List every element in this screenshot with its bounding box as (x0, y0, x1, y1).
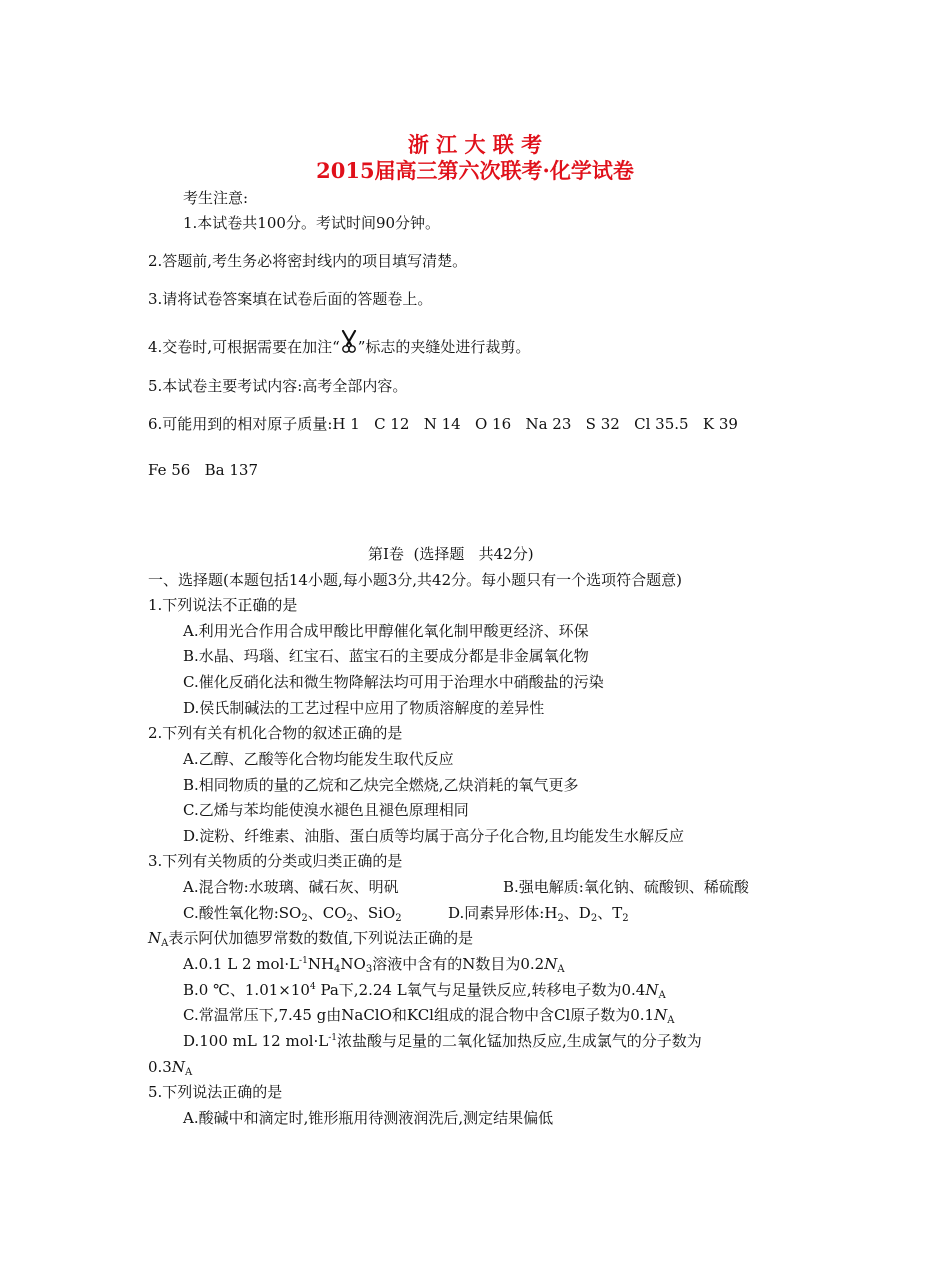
question-2-option-b: B.相同物质的量的乙烷和乙炔完全燃烧,乙炔消耗的氧气更多 (183, 776, 579, 794)
section-instruction: 一、选择题(本题包括14小题,每小题3分,共42分。每小题只有一个选项符合题意) (148, 571, 682, 589)
notice-item-1: 1.本试卷共100分。考试时间90分钟。 (183, 214, 441, 232)
question-2-stem: 2.下列有关有机化合物的叙述正确的是 (148, 724, 403, 742)
notice-item-4-before: 4.交卷时,可根据需要在加注“ (148, 338, 340, 356)
notice-item-2: 2.答题前,考生务必将密封线内的项目填写清楚。 (148, 252, 468, 270)
question-4-option-c: C.常温常压下,7.45 g由NaClO和KCl组成的混合物中含Cl原子数为$0.1N_A$ (183, 1006, 675, 1026)
question-1-stem: 1.下列说法不正确的是 (148, 596, 298, 614)
exam-title: 2015届高三第六次联考·化学试卷 (316, 158, 634, 183)
section-title: 第Ⅰ卷 (选择题 共42分) (368, 545, 534, 563)
question-4-option-b: B.0 ℃、$1.01\times 10^4$ Pa下,2.24 L氧气与足量铁反应,转移电子数为$0.4N_A$ (183, 981, 666, 1001)
question-3-option-d: D.同素异形体$:H_2$、$D_2$、$T_2$ (448, 904, 629, 924)
question-1-option-d: D.侯氏制碱法的工艺过程中应用了物质溶解度的差异性 (183, 699, 545, 717)
question-2-option-c: C.乙烯与苯均能使溴水褪色且褪色原理相同 (183, 801, 469, 819)
question-1-option-b: B.水晶、玛瑙、红宝石、蓝宝石的主要成分都是非金属氧化物 (183, 647, 589, 665)
question-3-option-b: B.强电解质:氧化钠、硫酸钡、稀硫酸 (503, 878, 749, 896)
question-2-option-d: D.淀粉、纤维素、油脂、蛋白质等均属于高分子化合物,且均能发生水解反应 (183, 827, 685, 845)
question-4-option-d-cont: $0.3N_A$ (148, 1058, 193, 1078)
question-5-stem: 5.下列说法正确的是 (148, 1083, 283, 1101)
question-4-option-d: D.100 mL 12 $mol\cdot L^{-1}$浓盐酸与足量的二氧化锰加热反应,生成氯气的分子数为 (183, 1032, 702, 1050)
question-3-option-c: C.酸性氧化物$:SO_2$、$CO_2$、SiO$_2$ (183, 904, 402, 924)
question-4-stem: $N_A$表示阿伏加德罗常数的数值,下列说法正确的是 (148, 929, 474, 949)
question-2-option-a: A.乙醇、乙酸等化合物均能发生取代反应 (183, 750, 454, 768)
scissors-icon (340, 330, 358, 352)
notice-item-4-after: ”标志的夹缝处进行裁剪。 (357, 338, 531, 356)
question-3-option-a: A.混合物:水玻璃、碱石灰、明矾 (183, 878, 399, 896)
notice-item-6-cont: Fe 56 Ba 137 (148, 461, 258, 479)
question-1-option-c: C.催化反硝化法和微生物降解法均可用于治理水中硝酸盐的污染 (183, 673, 604, 691)
notice-item-4 (148, 330, 530, 357)
notice-item-6: 6.可能用到的相对原子质量:H 1 C 12 N 14 O 16 Na 23 S 32 Cl 35.5 K 39 (148, 415, 738, 433)
question-3-stem: 3.下列有关物质的分类或归类正确的是 (148, 852, 403, 870)
notice-item-3: 3.请将试卷答案填在试卷后面的答题卷上。 (148, 290, 433, 308)
question-1-option-a: A.利用光合作用合成甲酸比甲醇催化氧化制甲酸更经济、环保 (183, 622, 589, 640)
notice-item-5: 5.本试卷主要考试内容:高考全部内容。 (148, 377, 408, 395)
question-4-option-a: A.0.1 L 2 $mol\cdot L^{-1}NH_4NO_3$溶液中含有的N数目为$0.2N_A$ (183, 955, 565, 975)
notice-heading: 考生注意: (183, 189, 249, 207)
question-5-option-a: A.酸碱中和滴定时,锥形瓶用待测液润洗后,测定结果偏低 (183, 1109, 554, 1127)
exam-header-line1: 浙 江 大 联 考 (407, 132, 543, 157)
